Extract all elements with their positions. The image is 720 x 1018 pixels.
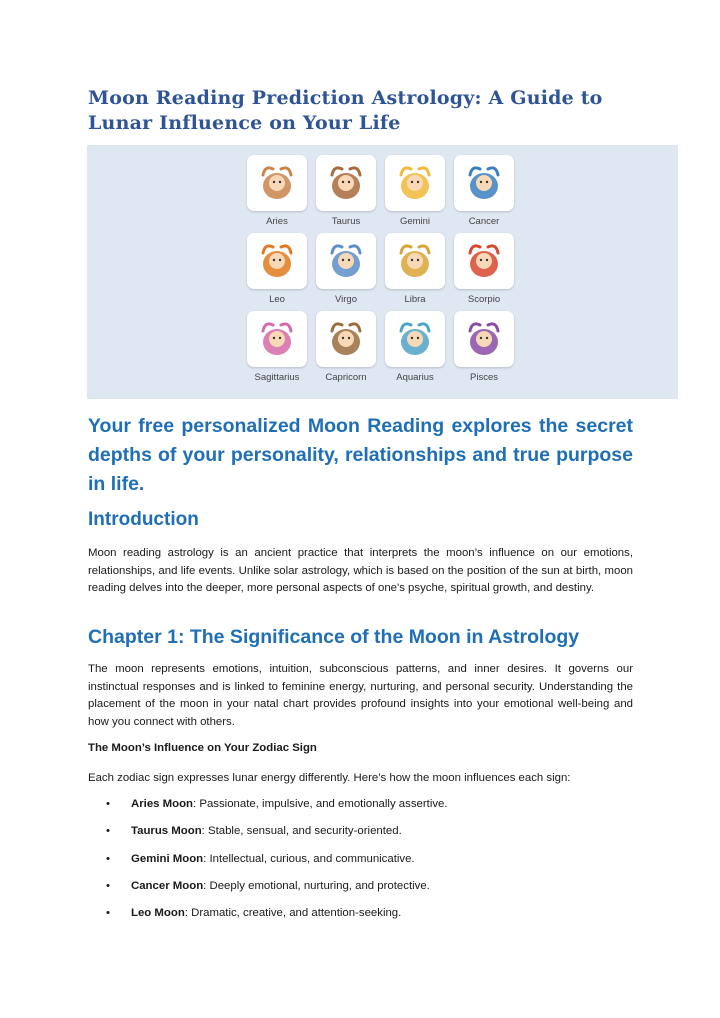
zodiac-label: Virgo: [334, 294, 357, 305]
list-item: [88, 905, 633, 932]
cancer-crab-icon: [462, 161, 506, 205]
zodiac-tile: [454, 155, 514, 211]
zodiac-influence-subheading: The Moon’s Influence on Your Zodiac Sign: [88, 742, 317, 754]
zodiac-sign-leo: [247, 233, 309, 309]
zodiac-tile: [385, 311, 445, 367]
bullet-icon: •: [106, 852, 110, 865]
zodiac-tile: [316, 311, 376, 367]
sagittarius-archer-icon: [255, 317, 299, 361]
zodiac-influence-paragraph: Each zodiac sign expresses lunar energy differently. Here’s how the moon influences each sign:: [88, 772, 571, 784]
zodiac-label: Pisces: [470, 372, 498, 383]
pisces-fish-icon: [462, 317, 506, 361]
bullet-icon: •: [106, 798, 110, 810]
zodiac-sign-aries: [247, 155, 309, 231]
leo-lion-icon: [255, 239, 299, 283]
zodiac-sign-sagittarius: [247, 311, 309, 387]
lead-rest-text: explores the secret depths of your personality, relationships and true purpose in life.: [88, 415, 633, 495]
chapter1-heading: Chapter 1: The Significance of the Moon in Astrology: [88, 626, 580, 648]
page-title: Moon Reading Prediction Astrology: A Guide to Lunar Influence on Your Life: [88, 87, 603, 134]
list-item-term: Gemini Moon: [131, 852, 204, 865]
libra-scales-icon: [393, 239, 437, 283]
list-item-term: Leo Moon: [131, 907, 185, 920]
list-item-desc: : Dramatic, creative, and attention-seeking.: [184, 907, 402, 920]
zodiac-sign-cancer: [454, 155, 516, 231]
list-item-term: Aries Moon: [131, 798, 194, 810]
zodiac-sign-pisces: [454, 311, 516, 387]
zodiac-tile: [316, 155, 376, 211]
zodiac-label: Scorpio: [467, 294, 501, 305]
zodiac-label: Libra: [404, 294, 426, 305]
list-item-desc: : Stable, sensual, and security-oriented.: [201, 825, 402, 838]
zodiac-sign-scorpio: [454, 233, 516, 309]
capricorn-goat-icon: [324, 317, 368, 361]
zodiac-sign-taurus: [316, 155, 378, 231]
lead-paragraph: [88, 412, 633, 499]
zodiac-tile: [385, 233, 445, 289]
zodiac-sign-virgo: [316, 233, 378, 309]
gemini-twins-icon: [393, 161, 437, 205]
bullet-icon: •: [106, 879, 110, 892]
introduction-paragraph: Moon reading astrology is an ancient practice that interprets the moon’s influence on our emotions, relationships, and life events. Unlike solar astrology, which is based on the position of the sun at birth, moon reading delves into the deeper, more personal aspects of one's psyche, spiritual growth, and destiny.: [88, 547, 633, 595]
chapter1-paragraph: The moon represents emotions, intuition, subconscious patterns, and inner desires. It governs our instinctual responses and is linked to feminine energy, nurturing, and personal security. Understanding the placement of the moon in your natal chart provides profound insights into your emotional well-being and how you connect with others.: [88, 663, 633, 728]
zodiac-sign-gemini: [385, 155, 447, 231]
zodiac-image-panel: [87, 145, 678, 399]
zodiac-label: Aquarius: [396, 372, 434, 383]
list-item-desc: : Intellectual, curious, and communicative.: [203, 852, 415, 865]
list-item: [88, 796, 633, 823]
moon-sign-list: [88, 796, 633, 932]
zodiac-sign-aquarius: [385, 311, 447, 387]
zodiac-tile: [454, 233, 514, 289]
zodiac-sign-capricorn: [316, 311, 378, 387]
virgo-maiden-icon: [324, 239, 368, 283]
zodiac-sign-libra: [385, 233, 447, 309]
moon-reading-link[interactable]: Your free personalized Moon Reading: [88, 415, 445, 437]
zodiac-label: Cancer: [468, 216, 500, 227]
list-item: [88, 878, 633, 905]
zodiac-tile: [247, 155, 307, 211]
bullet-icon: •: [106, 907, 110, 920]
aquarius-water-bearer-icon: [393, 317, 437, 361]
zodiac-tile: [454, 311, 514, 367]
list-item-desc: : Passionate, impulsive, and emotionally assertive.: [193, 798, 448, 810]
zodiac-label: Sagittarius: [254, 372, 300, 383]
list-item: [88, 823, 633, 850]
zodiac-label: Taurus: [331, 216, 361, 227]
aries-ram-icon: [255, 161, 299, 205]
taurus-bull-icon: [324, 161, 368, 205]
scorpio-scorpion-icon: [462, 239, 506, 283]
zodiac-tile: [385, 155, 445, 211]
zodiac-label: Aries: [266, 216, 288, 227]
list-item-desc: : Deeply emotional, nurturing, and protective.: [203, 879, 430, 892]
zodiac-label: Capricorn: [325, 372, 367, 383]
zodiac-tile: [316, 233, 376, 289]
bullet-icon: •: [106, 825, 110, 838]
list-item-term: Taurus Moon: [131, 825, 202, 838]
zodiac-tile: [247, 233, 307, 289]
list-item-term: Cancer Moon: [131, 879, 204, 892]
introduction-heading: Introduction: [88, 509, 199, 530]
zodiac-label: Leo: [269, 294, 285, 305]
zodiac-label: Gemini: [399, 216, 431, 227]
zodiac-tile: [247, 311, 307, 367]
list-item: [88, 851, 633, 878]
